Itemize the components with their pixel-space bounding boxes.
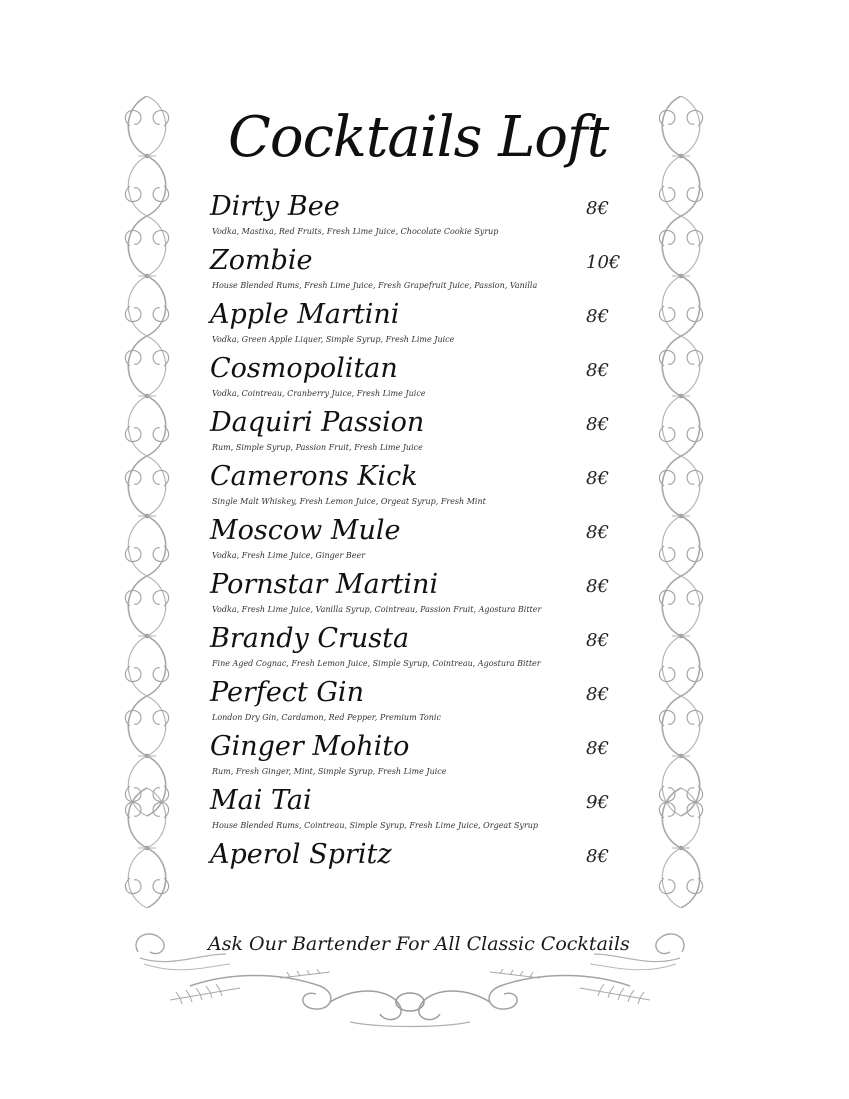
- cocktail-price: 10€: [586, 252, 621, 273]
- cocktail-description: Vodka, Fresh Lime Juice, Ginger Beer: [212, 551, 366, 560]
- menu-item: [210, 351, 628, 405]
- cocktail-description: Rum, Fresh Ginger, Mint, Simple Syrup, Fresh Lime Juice: [212, 767, 447, 776]
- cocktail-name: Cosmopolitan: [210, 353, 398, 384]
- cocktail-price: 8€: [586, 198, 609, 219]
- cocktail-price: 8€: [586, 468, 609, 489]
- cocktail-price: 8€: [586, 738, 609, 759]
- cocktail-description: House Blended Rums, Fresh Lime Juice, Fresh Grapefruit Juice, Passion, Vanilla: [212, 281, 538, 290]
- cocktail-price: 9€: [586, 792, 609, 813]
- cocktail-name: Mai Tai: [210, 785, 312, 816]
- cocktail-name: Ginger Mohito: [210, 731, 410, 762]
- cocktail-name: Pornstar Martini: [210, 569, 439, 600]
- menu-item: [210, 567, 628, 621]
- cocktail-name: Camerons Kick: [210, 461, 418, 492]
- cocktail-description: Vodka, Cointreau, Cranberry Juice, Fresh Lime Juice: [212, 389, 426, 398]
- cocktail-name: Perfect Gin: [210, 677, 364, 708]
- cocktail-price: 8€: [586, 576, 609, 597]
- menu-item: [210, 405, 628, 459]
- menu-item: [210, 621, 628, 675]
- cocktail-description: London Dry Gin, Cardamon, Red Pepper, Premium Tonic: [212, 713, 441, 722]
- menu-item: [210, 675, 628, 729]
- left-flourish-border-icon: [118, 96, 176, 908]
- cocktail-description: Single Malt Whiskey, Fresh Lemon Juice, Orgeat Syrup, Fresh Mint: [212, 497, 486, 506]
- cocktail-name: Aperol Spritz: [210, 839, 392, 870]
- cocktail-price: 8€: [586, 846, 609, 867]
- cocktail-name: Dirty Bee: [210, 191, 340, 222]
- cocktail-description: Vodka, Mastixa, Red Fruits, Fresh Lime Juice, Chocolate Cookie Syrup: [212, 227, 499, 236]
- cocktail-price: 8€: [586, 306, 609, 327]
- cocktail-description: Fine Aged Cognac, Fresh Lemon Juice, Simple Syrup, Cointreau, Agostura Bitter: [212, 659, 541, 668]
- menu-item: [210, 783, 628, 837]
- cocktail-price: 8€: [586, 414, 609, 435]
- cocktail-price: 8€: [586, 360, 609, 381]
- menu-item: [210, 837, 628, 891]
- cocktail-description: Rum, Simple Syrup, Passion Fruit, Fresh Lime Juice: [212, 443, 423, 452]
- cocktail-name: Daquiri Passion: [210, 407, 425, 438]
- menu-item: [210, 189, 628, 243]
- cocktail-description: House Blended Rums, Cointreau, Simple Syrup, Fresh Lime Juice, Orgeat Syrup: [212, 821, 539, 830]
- cocktail-list: [210, 189, 628, 891]
- menu-item: [210, 297, 628, 351]
- menu-item: [210, 243, 628, 297]
- cocktail-description: Vodka, Fresh Lime Juice, Vanilla Syrup, Cointreau, Passion Fruit, Agostura Bitter: [212, 605, 542, 614]
- menu-item: [210, 459, 628, 513]
- cocktail-price: 8€: [586, 522, 609, 543]
- cocktail-name: Moscow Mule: [210, 515, 401, 546]
- cocktail-name: Brandy Crusta: [210, 623, 410, 654]
- menu-title: Cocktails Loft: [228, 105, 609, 170]
- cocktail-name: Apple Martini: [210, 299, 400, 330]
- cocktail-name: Zombie: [210, 245, 313, 276]
- menu-item: [210, 513, 628, 567]
- footer-note: Ask Our Bartender For All Classic Cocktails: [208, 933, 630, 955]
- cocktail-description: Vodka, Green Apple Liquer, Simple Syrup, Fresh Lime Juice: [212, 335, 455, 344]
- cocktail-price: 8€: [586, 684, 609, 705]
- right-flourish-border-icon: [652, 96, 710, 908]
- cocktail-price: 8€: [586, 630, 609, 651]
- menu-item: [210, 729, 628, 783]
